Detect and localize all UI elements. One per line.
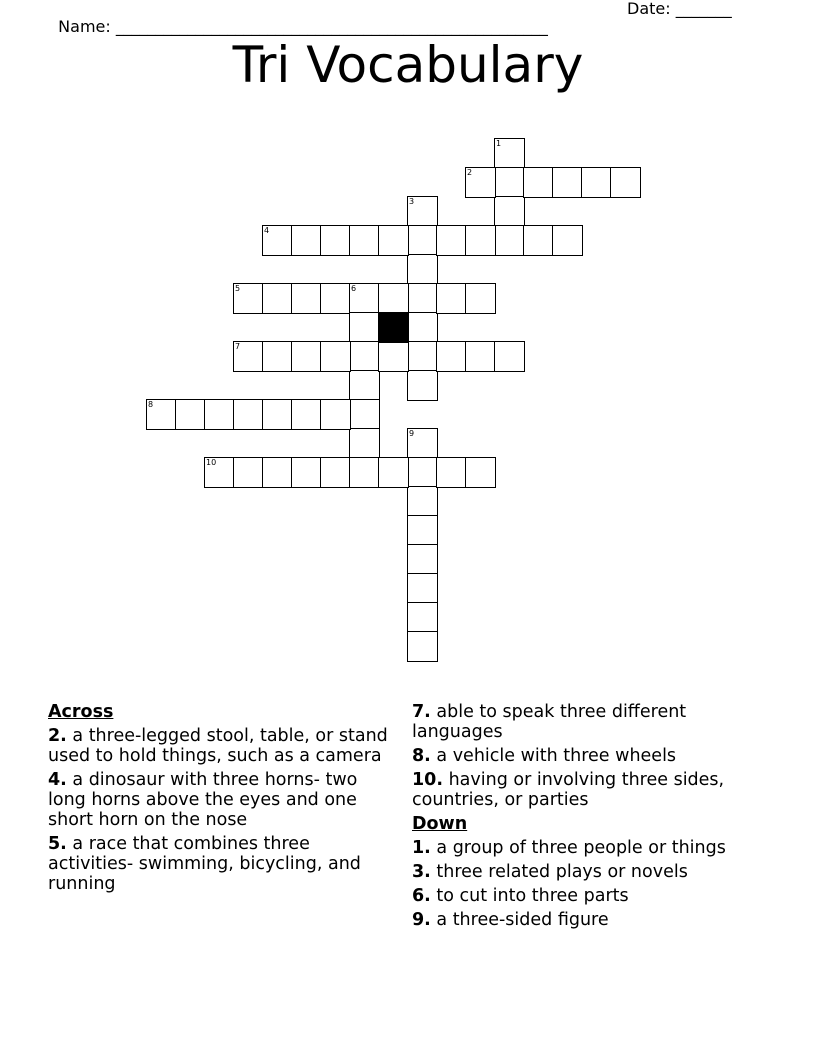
clue-text: a dinosaur with three horns- two long horns above the eyes and one short horn on the nose <box>48 770 358 830</box>
grid-cell[interactable] <box>407 312 438 343</box>
clue-text: a group of three people or things <box>436 838 726 858</box>
clue-number: 6. <box>412 886 431 906</box>
grid-cell[interactable] <box>146 399 177 430</box>
grid-cell[interactable] <box>436 283 467 314</box>
grid-cell[interactable] <box>523 167 554 198</box>
grid-cell[interactable] <box>262 399 293 430</box>
grid-cell[interactable] <box>349 399 380 430</box>
grid-cell[interactable] <box>407 370 438 401</box>
grid-cell[interactable] <box>320 399 351 430</box>
grid-cell[interactable] <box>407 341 438 372</box>
across-heading: Across <box>48 702 114 722</box>
clue-down-9 <box>412 910 762 930</box>
cell-number: 4 <box>264 226 270 235</box>
clue-down-6 <box>412 886 762 906</box>
grid-cell[interactable] <box>349 225 380 256</box>
cell-number: 8 <box>148 400 154 409</box>
grid-cell[interactable] <box>349 283 380 314</box>
grid-cell[interactable] <box>436 225 467 256</box>
grid-cell[interactable] <box>349 428 380 459</box>
grid-cell[interactable] <box>407 544 438 575</box>
cell-number: 7 <box>235 342 241 351</box>
clue-number: 1. <box>412 838 431 858</box>
grid-cell[interactable] <box>204 399 235 430</box>
grid-cell[interactable] <box>320 457 351 488</box>
grid-cell[interactable] <box>465 341 496 372</box>
down-heading: Down <box>412 814 468 834</box>
page-title: Tri Vocabulary <box>232 36 584 94</box>
grid-cell[interactable] <box>262 225 293 256</box>
grid-cell[interactable] <box>494 138 525 169</box>
clue-across-4 <box>48 770 388 830</box>
grid-cell[interactable] <box>465 225 496 256</box>
grid-cell[interactable] <box>204 457 235 488</box>
grid-cell[interactable] <box>262 341 293 372</box>
grid-cell[interactable] <box>552 167 583 198</box>
grid-cell[interactable] <box>407 225 438 256</box>
clue-number: 7. <box>412 702 431 722</box>
clue-across-2 <box>48 726 388 766</box>
grid-cell[interactable] <box>407 457 438 488</box>
clue-number: 5. <box>48 834 67 854</box>
clue-text: a three-legged stool, table, or stand used to hold things, such as a camera <box>48 726 388 766</box>
clue-number: 2. <box>48 726 67 746</box>
grid-cell[interactable] <box>378 457 409 488</box>
grid-cell[interactable] <box>610 167 641 198</box>
clue-text: having or involving three sides, countries, or parties <box>412 770 725 810</box>
cell-number: 6 <box>351 284 357 293</box>
name-field[interactable]: Name: ______________________________________________________ <box>58 17 548 36</box>
clue-number: 4. <box>48 770 67 790</box>
grid-cell[interactable] <box>320 225 351 256</box>
clue-text: a three-sided figure <box>436 910 609 930</box>
grid-cell[interactable] <box>523 225 554 256</box>
grid-cell[interactable] <box>494 341 525 372</box>
grid-cell[interactable] <box>378 341 409 372</box>
clue-text: able to speak three different languages <box>412 702 687 742</box>
grid-cell[interactable] <box>262 283 293 314</box>
clue-column-left <box>48 702 388 898</box>
grid-cell[interactable] <box>494 225 525 256</box>
grid-cell[interactable] <box>407 602 438 633</box>
grid-cell[interactable] <box>407 283 438 314</box>
grid-cell[interactable] <box>436 341 467 372</box>
clue-number: 8. <box>412 746 431 766</box>
clue-down-3 <box>412 862 762 882</box>
grid-cell[interactable] <box>407 631 438 662</box>
grid-cell[interactable] <box>407 428 438 459</box>
cell-number: 2 <box>467 168 473 177</box>
grid-cell[interactable] <box>407 486 438 517</box>
grid-cell[interactable] <box>320 283 351 314</box>
grid-cell[interactable] <box>291 399 322 430</box>
grid-block <box>378 312 409 343</box>
grid-cell[interactable] <box>349 341 380 372</box>
clue-across-10 <box>412 770 762 810</box>
grid-cell[interactable] <box>349 457 380 488</box>
grid-cell[interactable] <box>465 457 496 488</box>
grid-cell[interactable] <box>436 457 467 488</box>
grid-cell[interactable] <box>262 457 293 488</box>
clue-number: 10. <box>412 770 444 790</box>
clue-text: three related plays or novels <box>436 862 688 882</box>
clue-down-1 <box>412 838 762 858</box>
grid-cell[interactable] <box>291 225 322 256</box>
grid-cell[interactable] <box>320 341 351 372</box>
date-field[interactable]: Date: _______ <box>627 0 732 18</box>
grid-cell[interactable] <box>465 283 496 314</box>
grid-cell[interactable] <box>291 283 322 314</box>
clue-column-right <box>412 702 762 934</box>
grid-cell[interactable] <box>175 399 206 430</box>
grid-cell[interactable] <box>552 225 583 256</box>
grid-cell[interactable] <box>407 515 438 546</box>
grid-cell[interactable] <box>349 312 380 343</box>
cell-number: 5 <box>235 284 241 293</box>
grid-cell[interactable] <box>581 167 612 198</box>
cell-number: 9 <box>409 429 415 438</box>
cell-number: 3 <box>409 197 415 206</box>
grid-cell[interactable] <box>233 341 264 372</box>
clue-across-7 <box>412 702 762 742</box>
clue-text: to cut into three parts <box>436 886 629 906</box>
clue-text: a race that combines three activities- swimming, bicycling, and running <box>48 834 361 894</box>
cell-number: 10 <box>206 458 217 467</box>
clue-across-8 <box>412 746 762 766</box>
grid-cell[interactable] <box>233 283 264 314</box>
grid-cell[interactable] <box>407 254 438 285</box>
cell-number: 1 <box>496 139 502 148</box>
grid-cell[interactable] <box>407 573 438 604</box>
grid-cell[interactable] <box>378 225 409 256</box>
clue-number: 3. <box>412 862 431 882</box>
grid-cell[interactable] <box>291 457 322 488</box>
grid-cell[interactable] <box>233 457 264 488</box>
grid-cell[interactable] <box>407 196 438 227</box>
grid-cell[interactable] <box>465 167 496 198</box>
clue-number: 9. <box>412 910 431 930</box>
grid-cell[interactable] <box>494 196 525 227</box>
clue-text: a vehicle with three wheels <box>436 746 677 766</box>
grid-cell[interactable] <box>494 167 525 198</box>
grid-cell[interactable] <box>233 399 264 430</box>
grid-cell[interactable] <box>349 370 380 401</box>
clue-across-5 <box>48 834 388 894</box>
grid-cell[interactable] <box>378 283 409 314</box>
grid-cell[interactable] <box>291 341 322 372</box>
